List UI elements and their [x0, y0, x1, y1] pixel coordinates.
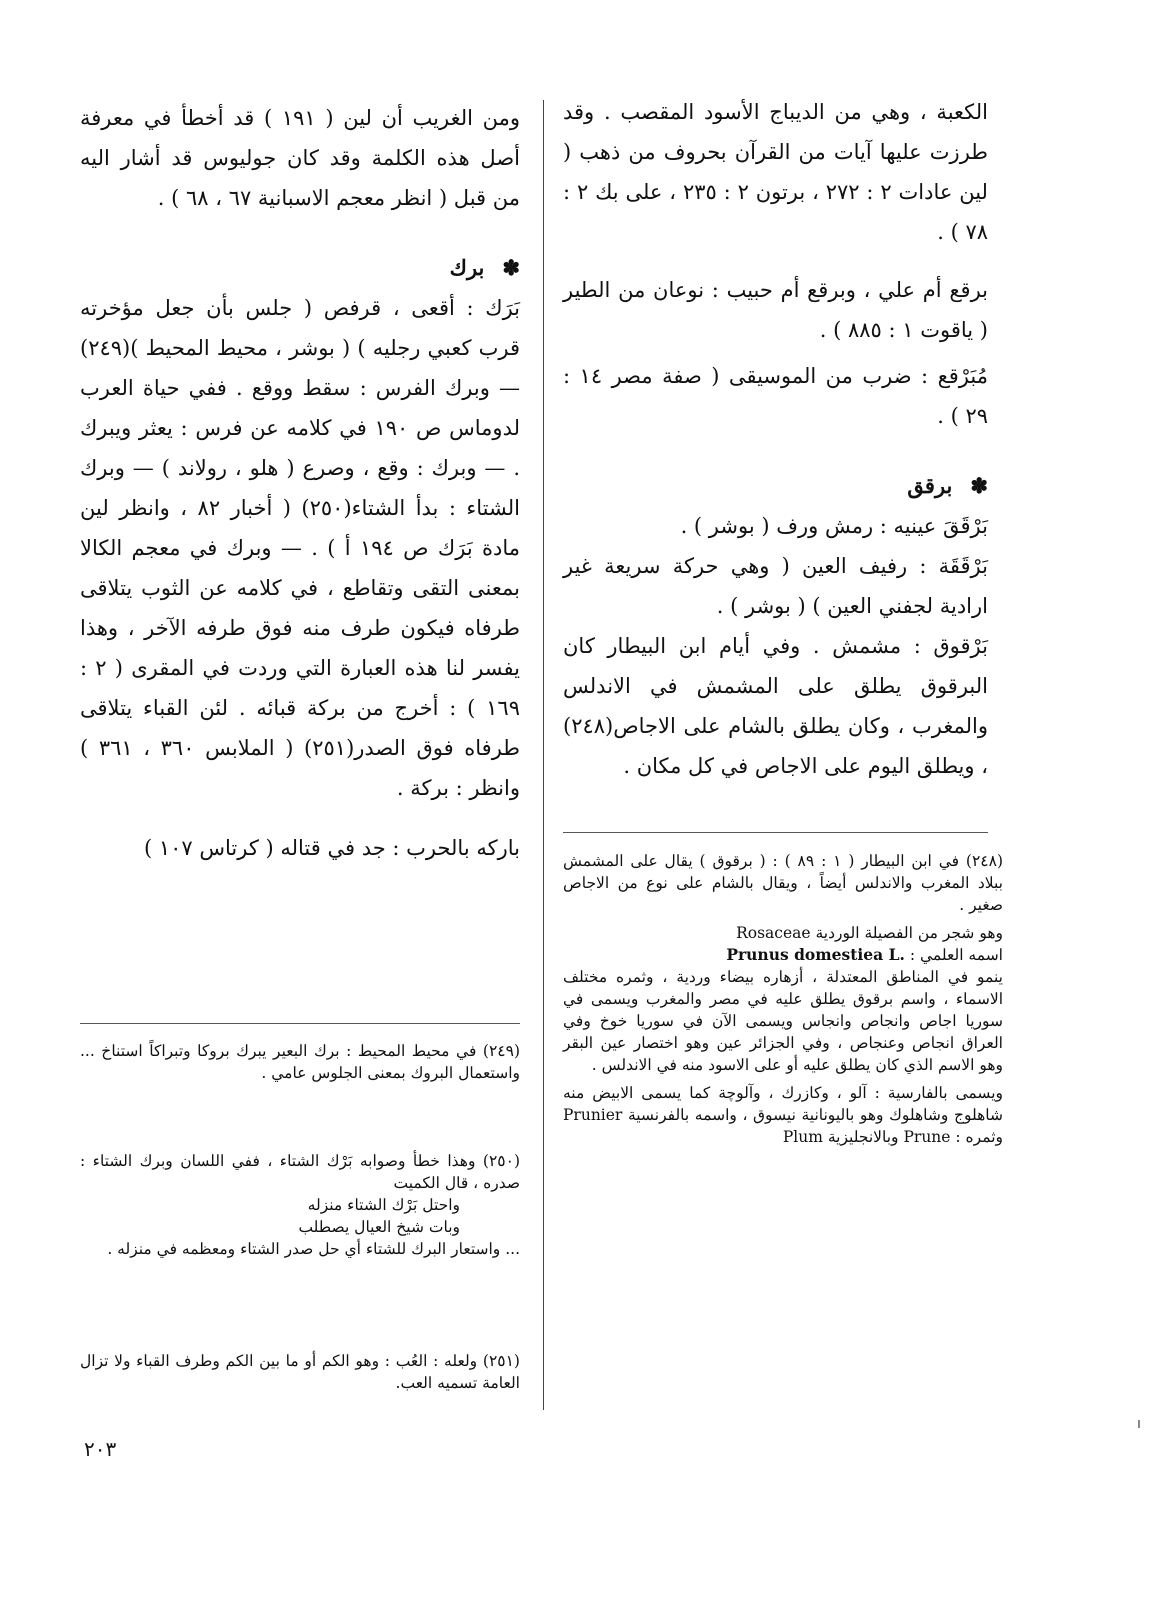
footnote-text: وبالانجليزية: [827, 1128, 899, 1146]
entry-barqaq-2: بَرْقَقَة : رفيف العين ( وهي حركة سريعة غير ارادية لجفني العين ) ( بوشر ) .: [563, 554, 988, 618]
footnote-number: (٢٥١): [482, 1352, 520, 1370]
right-column: [563, 92, 988, 786]
footnote-text: ويسمى بالفارسية : آلو ، وكازرك ، وآلوچة كما يسمى الابيض منه شاهلوج وشاهلوك وهو باليونانية نيسوق ، واسمه بالفرنسية: [563, 1084, 1003, 1124]
latin-term: Prunus domestiea L.: [726, 945, 905, 964]
paragraph-kaaba: الكعبة ، وهي من الديباج الأسود المقصب . وقد طرزت عليها آيات من القرآن بحروف من ذهب ( لين عادات ٢ : ٢٧٢ ، برتون ٢ : ٢٣٥ ، على بك ٢ : ٧٨ ) .: [563, 100, 988, 244]
asterisk-icon: ✽: [502, 255, 520, 280]
entry-barak-text: بَرَك : أقعى ، قرفص ( جلس بأن جعل مؤخرته قرب كعبي رجليه ) ( بوشر ، محيط المحيط )(٢٤٩) — وبرك الفرس : سقط ووقع . ففي حياة العرب لدوماس ص ١٩٠ في كلامه عن فرس : يعثر ويبرك . — وبرك : وقع ، وصرع ( هلو ، رولاند ) — وبرك الشتاء : بدأ الشتاء(٢٥٠) ( أخبار ٨٢ ، وانظر لين مادة بَرَك ص ١٩٤ أ ) . — وبرك في معجم الكالا بمعنى التقى وتقاطع ، في كلامه عن الثوب يتلاقى طرفاه فيكون طرف منه فوق طرفه الآخر ، وهذا يفسر لنا هذه العبارة التي وردت في المقرى ( ٢ : ١٦٩ ) : أخرج من بركة قبائه . لئن القباء يتلاقى طرفاه فوق الصدر(٢٥١) ( الملابس ٣٦٠ ، ٣٦١ ) وانظر : بركة .: [80, 296, 521, 800]
entry-barqaq-3: بَرْقوق : مشمش . وفي أيام ابن البيطار كان البرقوق يطلق على المشمش في الاندلس والمغرب ، وكان يطلق بالشام على الاجاص(٢٤٨) ، ويطلق اليوم على الاجاص في كل مكان .: [563, 634, 988, 778]
entry-barakahu: باركه بالحرب : جد في قتاله ( كرتاس ١٠٧ ): [143, 836, 520, 860]
footnote-rule-left: [80, 1023, 520, 1024]
entry-heading-barak: ✽برك: [449, 255, 520, 280]
column-divider: [543, 100, 544, 1410]
footnote-text: ينمو في المناطق المعتدلة ، أزهاره بيضاء وردية ، وثمره مختلف الاسماء ، واسم برقوق يطلق عليه في مصر والمغرب ويسمى في سوريا اجاص وانجاص وانجاس ويسمى الآن في سوريا خوخ وفي العراق انجاص وعنجاص ، وفي الجزائر عين وهو اختصار عين البقر وهو الاسم الذي كان يطلق عليه أو على الاسود منه في الاندلس .: [563, 968, 1003, 1074]
page-number: ٢٠٣: [84, 1437, 117, 1461]
footnote-number: (٢٥٠): [482, 1152, 520, 1170]
footnote-248: [563, 850, 1003, 1148]
verse-line-1: واحتل بَرْك الشتاء منزله: [307, 1196, 460, 1214]
footnote-text: وثمره :: [955, 1128, 1003, 1146]
paragraph-mubarqa: مُبَرْقع : ضرب من الموسيقى ( صفة مصر ١٤ : ٢٩ ) .: [563, 364, 988, 428]
footnote-text: وهذا خطأ وصوابه بَرْك الشتاء ، ففي اللسان وبرك الشتاء : صدره ، قال الكميت: [80, 1152, 520, 1192]
latin-term: Rosaceae: [736, 924, 811, 942]
footnote-text: ولعله : العُب : وهو الكم أو ما بين الكم وطرف القباء ولا تزال العامة تسميه العب.: [80, 1352, 520, 1392]
footnote-text: وهو شجر من الفصيلة الوردية: [815, 924, 1003, 942]
footnote-rule-right: [563, 832, 988, 833]
paragraph-burqu-bird: برقع أم علي ، وبرقع أم حبيب : نوعان من الطير ( ياقوت ١ : ٨٨٥ ) .: [563, 278, 988, 342]
footnote-text: في ابن البيطار ( ١ : ٨٩ ) : ( برقوق ) يقال على المشمش ببلاد المغرب والاندلس أيضاً ، ويقال بالشام على نوع من الاجاص صغير .: [563, 852, 1003, 914]
footnote-251: [80, 1350, 520, 1394]
footnote-text: ... واستعار البرك للشتاء أي حل صدر الشتاء ومعظمه في منزله .: [107, 1240, 520, 1258]
left-column: [80, 98, 520, 868]
footnote-number: (٢٤٨): [965, 852, 1004, 870]
verse-line-2: وبات شيخ العيال يصطلب: [298, 1218, 460, 1236]
asterisk-icon: ✽: [970, 473, 988, 498]
latin-term: Prune: [903, 1128, 951, 1146]
footnote-text: اسمه العلمي :: [909, 946, 1003, 964]
footnote-250: [80, 1150, 520, 1260]
latin-term: Plum: [782, 1128, 823, 1146]
footnote-number: (٢٤٩): [482, 1042, 520, 1060]
entry-heading-barqaq: ✽برقق: [907, 473, 988, 498]
paragraph-lane-error: ومن الغريب أن لين ( ١٩١ ) قد أخطأ في معرفة أصل هذه الكلمة وقد كان جوليوس قد أشار اليه من قبل ( انظر معجم الاسبانية ٦٧ ، ٦٨ ) .: [80, 106, 520, 210]
latin-term: Prunier: [563, 1106, 623, 1124]
footnote-text: في محيط المحيط : برك البعير يبرك بروكا وتبراكاً استناخ ... واستعمال البروك بمعنى الجلوس عامي .: [80, 1042, 520, 1082]
entry-barqaq-1: بَرْقَقَ عينيه : رمش ورف ( بوشر ) .: [680, 514, 988, 538]
footnote-249: [80, 1040, 520, 1084]
scan-edge-mark: [1138, 1420, 1140, 1428]
